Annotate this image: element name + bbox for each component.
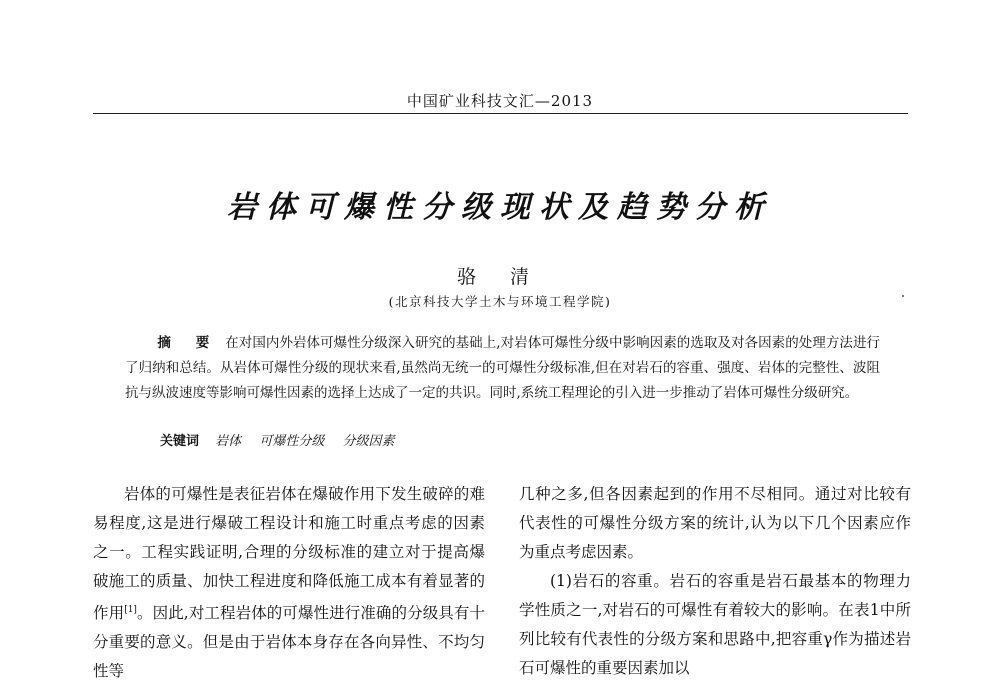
- keyword-item: 岩体: [215, 434, 242, 449]
- abstract-block: [125, 331, 880, 406]
- header-rule: [93, 113, 908, 114]
- body-paragraph: [93, 480, 485, 686]
- speck-mark: [902, 295, 904, 297]
- body-text: 岩体的可爆性是表征岩体在爆破作用下发生破碎的难易程度,这是进行爆破工程设计和施工时重点考虑的因素之一。工程实践证明,合理的分级标准的建立对于提高爆破施工的质量、加快工程进度和降低施工成本有着显著的作用: [93, 485, 485, 623]
- author-affiliation: (北京科技大学土木与环境工程学院): [388, 294, 612, 309]
- body-paragraph: (1)岩石的容重。岩石的容重是岩石最基本的物理力学性质之一,对岩石的可爆性有着较大的影响。在表1中所列比较有代表性的分级方案和思路中,把容重γ作为描述岩石可爆性的重要因素加以: [519, 572, 911, 677]
- abstract-label: 摘 要: [157, 335, 220, 351]
- keywords-label: 关键词: [160, 434, 200, 449]
- body-column-right: [519, 480, 911, 683]
- keyword-item: 可爆性分级: [259, 434, 325, 449]
- paper-title: 岩体可爆性分级现状及趋势分析: [227, 190, 773, 225]
- body-text: 。因此,对工程岩体的可爆性进行准确的分级具有十分重要的意义。但是由于岩体本身存在各向异性、不均匀性等: [93, 604, 485, 681]
- citation-ref: [1]: [124, 605, 137, 615]
- abstract-text: 在对国内外岩体可爆性分级深入研究的基础上,对岩体可爆性分级中影响因素的选取及对各因素的处理方法进行了归纳和总结。从岩体可爆性分级的现状来看,虽然尚无统一的可爆性分级标准,但在对岩石的容重、强度、岩体的完整性、波阻抗与纵波速度等影响可爆性因素的选择上达成了一定的共识。同时,系统工程理论的引入进一步推动了岩体可爆性分级研究。: [125, 335, 880, 401]
- journal-header: 中国矿业科技文汇—2013: [406, 92, 594, 110]
- keywords-block: [160, 430, 860, 449]
- author-name: 骆 清: [456, 266, 544, 288]
- keyword-item: 分级因素: [342, 434, 395, 449]
- body-column-left: [93, 480, 485, 686]
- body-paragraph: 几种之多,但各因素起到的作用不尽相同。通过对比较有代表性的可爆性分级方案的统计,认为以下几个因素应作为重点考虑因素。: [519, 485, 911, 561]
